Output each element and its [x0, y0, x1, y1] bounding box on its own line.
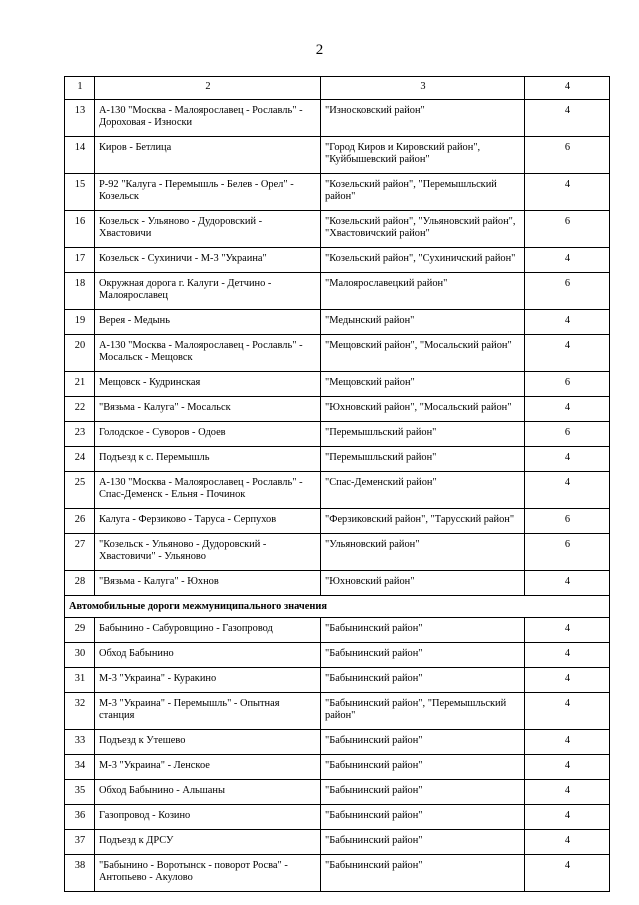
road-name: Козельск - Сухиничи - М-3 "Украина" — [95, 248, 321, 273]
row-number: 17 — [65, 248, 95, 273]
category-value: 6 — [525, 211, 610, 248]
district-name: "Медынский район" — [321, 310, 525, 335]
row-number: 28 — [65, 571, 95, 596]
category-value: 6 — [525, 422, 610, 447]
row-number: 38 — [65, 855, 95, 892]
table-row — [65, 211, 610, 248]
row-number: 33 — [65, 730, 95, 755]
district-name: "Юхновский район", "Мосальский район" — [321, 397, 525, 422]
road-name: Калуга - Ферзиково - Таруса - Серпухов — [95, 509, 321, 534]
row-number: 20 — [65, 335, 95, 372]
row-number: 29 — [65, 618, 95, 643]
road-name: "Вязьма - Калуга" - Юхнов — [95, 571, 321, 596]
district-name: "Бабынинский район" — [321, 805, 525, 830]
table-row — [65, 534, 610, 571]
row-number: 25 — [65, 472, 95, 509]
district-name: "Бабынинский район" — [321, 755, 525, 780]
row-number: 24 — [65, 447, 95, 472]
table-row — [65, 805, 610, 830]
road-name: "Козельск - Ульяново - Дудоровский - Хвастовичи" - Ульяново — [95, 534, 321, 571]
district-name: "Спас-Деменский район" — [321, 472, 525, 509]
district-name: "Мещовский район", "Мосальский район" — [321, 335, 525, 372]
district-name: "Ульяновский район" — [321, 534, 525, 571]
section-header-row — [65, 596, 610, 618]
road-name: Голодское - Суворов - Одоев — [95, 422, 321, 447]
category-value: 4 — [525, 643, 610, 668]
category-value: 4 — [525, 668, 610, 693]
district-name: "Ферзиковский район", "Тарусский район" — [321, 509, 525, 534]
row-number: 32 — [65, 693, 95, 730]
road-name: Подъезд к ДРСУ — [95, 830, 321, 855]
category-value: 4 — [525, 335, 610, 372]
road-name: Окружная дорога г. Калуги - Детчино - Малоярославец — [95, 273, 321, 310]
category-value: 6 — [525, 509, 610, 534]
road-name: "Бабынино - Воротынск - поворот Росва" - Антопьево - Акулово — [95, 855, 321, 892]
row-number: 26 — [65, 509, 95, 534]
category-value: 6 — [525, 273, 610, 310]
table-row — [65, 730, 610, 755]
category-value: 4 — [525, 755, 610, 780]
header-cell-2: 2 — [95, 77, 321, 100]
district-name: "Бабынинский район" — [321, 730, 525, 755]
table-row — [65, 618, 610, 643]
row-number: 37 — [65, 830, 95, 855]
table-row — [65, 310, 610, 335]
district-name: "Бабынинский район" — [321, 668, 525, 693]
road-name: Обход Бабынино - Альшаны — [95, 780, 321, 805]
district-name: "Бабынинский район" — [321, 618, 525, 643]
table-row — [65, 643, 610, 668]
table-row — [65, 668, 610, 693]
road-name: Мещовск - Кудринская — [95, 372, 321, 397]
category-value: 4 — [525, 397, 610, 422]
category-value: 4 — [525, 310, 610, 335]
table-row — [65, 273, 610, 310]
district-name: "Юхновский район" — [321, 571, 525, 596]
row-number: 30 — [65, 643, 95, 668]
row-number: 34 — [65, 755, 95, 780]
category-value: 4 — [525, 174, 610, 211]
category-value: 4 — [525, 805, 610, 830]
category-value: 6 — [525, 137, 610, 174]
category-value: 4 — [525, 100, 610, 137]
category-value: 4 — [525, 618, 610, 643]
district-name: "Бабынинский район" — [321, 643, 525, 668]
table-row — [65, 248, 610, 273]
road-name: Газопровод - Козино — [95, 805, 321, 830]
district-name: "Износковский район" — [321, 100, 525, 137]
district-name: "Козельский район", "Сухиничский район" — [321, 248, 525, 273]
road-name: А-130 "Москва - Малоярославец - Рославль" - Спас-Деменск - Ельня - Починок — [95, 472, 321, 509]
table-row — [65, 372, 610, 397]
category-value: 4 — [525, 730, 610, 755]
table-row — [65, 447, 610, 472]
table-row — [65, 571, 610, 596]
table-row — [65, 855, 610, 892]
category-value: 6 — [525, 534, 610, 571]
category-value: 4 — [525, 693, 610, 730]
district-name: "Перемышльский район" — [321, 447, 525, 472]
row-number: 14 — [65, 137, 95, 174]
district-name: "Бабынинский район" — [321, 830, 525, 855]
road-name: "Вязьма - Калуга" - Мосальск — [95, 397, 321, 422]
row-number: 27 — [65, 534, 95, 571]
row-number: 35 — [65, 780, 95, 805]
road-name: Киров - Бетлица — [95, 137, 321, 174]
district-name: "Бабынинский район" — [321, 855, 525, 892]
row-number: 36 — [65, 805, 95, 830]
page-number: 2 — [315, 42, 324, 58]
road-name: А-130 "Москва - Малоярославец - Рославль" - Дороховая - Износки — [95, 100, 321, 137]
category-value: 4 — [525, 855, 610, 892]
road-name: М-3 "Украина" - Ленское — [95, 755, 321, 780]
category-value: 4 — [525, 472, 610, 509]
row-number: 15 — [65, 174, 95, 211]
road-name: Бабынино - Сабуровщино - Газопровод — [95, 618, 321, 643]
category-value: 4 — [525, 447, 610, 472]
district-name: "Бабынинский район" — [321, 780, 525, 805]
category-value: 4 — [525, 248, 610, 273]
roads-table — [64, 76, 610, 892]
road-name: Р-92 "Калуга - Перемышль - Белев - Орел" - Козельск — [95, 174, 321, 211]
road-name: М-3 "Украина" - Перемышль" - Опытная станция — [95, 693, 321, 730]
road-name: М-3 "Украина" - Куракино — [95, 668, 321, 693]
category-value: 4 — [525, 830, 610, 855]
district-name: "Бабынинский район", "Перемышльский район" — [321, 693, 525, 730]
header-cell-1: 1 — [65, 77, 95, 100]
district-name: "Козельский район", "Ульяновский район", "Хвастовичский район" — [321, 211, 525, 248]
row-number: 13 — [65, 100, 95, 137]
table-row — [65, 174, 610, 211]
category-value: 4 — [525, 780, 610, 805]
table-row — [65, 509, 610, 534]
row-number: 21 — [65, 372, 95, 397]
header-cell-3: 3 — [321, 77, 525, 100]
road-name: А-130 "Москва - Малоярославец - Рославль" - Мосальск - Мещовск — [95, 335, 321, 372]
table-row — [65, 100, 610, 137]
road-name: Козельск - Ульяново - Дудоровский - Хвастовичи — [95, 211, 321, 248]
row-number: 31 — [65, 668, 95, 693]
road-name: Подъезд к с. Перемышль — [95, 447, 321, 472]
table-row — [65, 137, 610, 174]
road-name: Верея - Медынь — [95, 310, 321, 335]
road-name: Подъезд к Утешево — [95, 730, 321, 755]
table-row — [65, 755, 610, 780]
table-row — [65, 397, 610, 422]
category-value: 6 — [525, 372, 610, 397]
table-header-row — [65, 77, 610, 100]
district-name: "Город Киров и Кировский район", "Куйбышевский район" — [321, 137, 525, 174]
row-number: 19 — [65, 310, 95, 335]
section-title: Автомобильные дороги межмуниципального значения — [65, 596, 610, 618]
table-row — [65, 830, 610, 855]
table-row — [65, 335, 610, 372]
table-row — [65, 422, 610, 447]
category-value: 4 — [525, 571, 610, 596]
row-number: 18 — [65, 273, 95, 310]
district-name: "Малоярославецкий район" — [321, 273, 525, 310]
row-number: 22 — [65, 397, 95, 422]
road-name: Обход Бабынино — [95, 643, 321, 668]
row-number: 23 — [65, 422, 95, 447]
roads-table-body — [65, 77, 610, 892]
district-name: "Перемышльский район" — [321, 422, 525, 447]
district-name: "Козельский район", "Перемышльский район" — [321, 174, 525, 211]
table-row — [65, 693, 610, 730]
district-name: "Мещовский район" — [321, 372, 525, 397]
row-number: 16 — [65, 211, 95, 248]
header-cell-4: 4 — [525, 77, 610, 100]
table-row — [65, 472, 610, 509]
table-row — [65, 780, 610, 805]
